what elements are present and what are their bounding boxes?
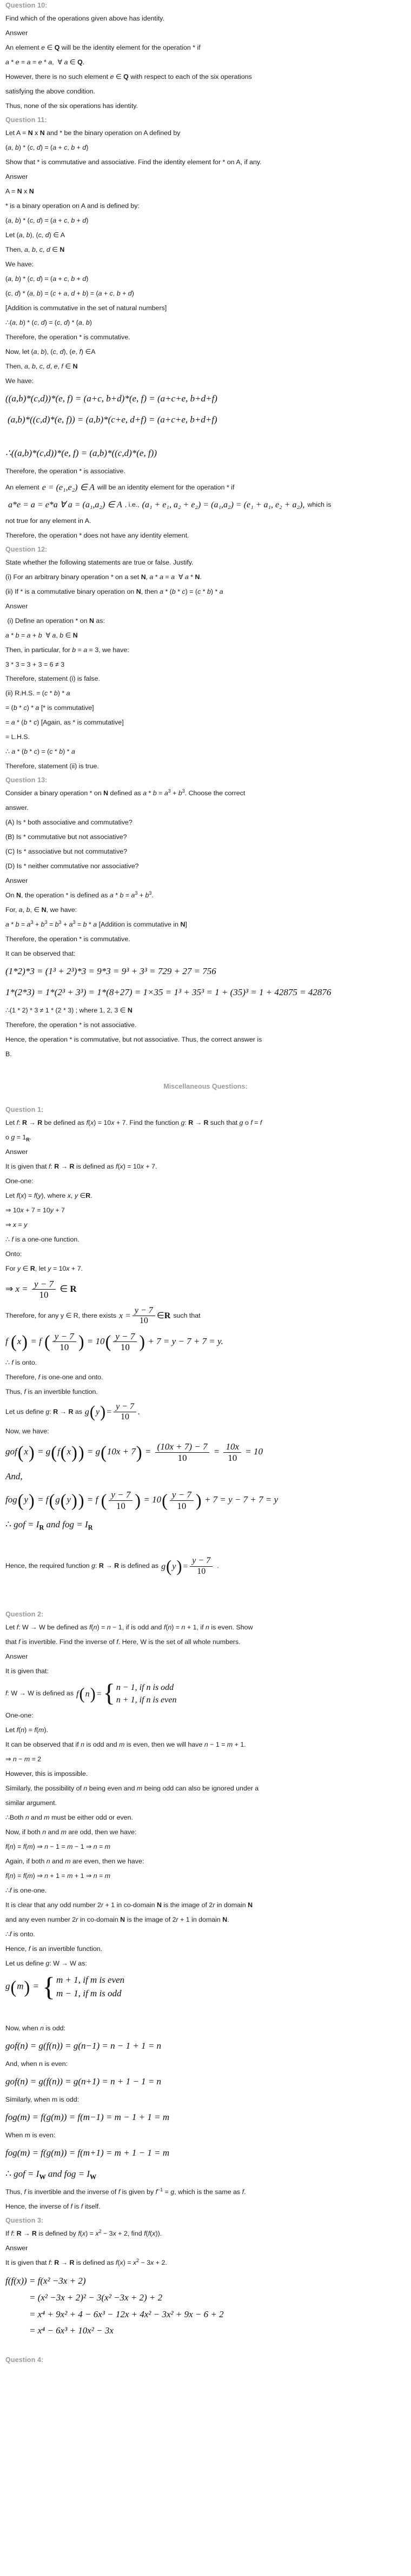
question-heading: Question 13: [5,776,48,784]
body-line: f(n) = f(m) ⇒ n + 1 = m + 1 ⇒ n = m [5,1872,111,1880]
body-line: Therefore, statement (ii) is true. [5,762,99,770]
define-g-statement [5,1402,406,1423]
option-a: (A) Is * both associative and commutative? [5,819,132,827]
body-line: a * e = a = e * a, ∀ a ∈ Q. [5,58,85,66]
question-heading: Question 10: [5,2,48,9]
fog-even-equation: fog(m) = f(g(m)) = f(m+1) = m + 1 − 1 = m [5,2148,170,2158]
body-line: However, this is impossible. [5,1770,88,1778]
identity-element-math: e = (e₁,e₂) ∈ A [42,483,95,493]
option-d: (D) Is * neither commutative nor associative? [5,862,139,870]
body-line: Let f(x) = f(y), where x, y ∈R. [5,1191,92,1199]
body-line: Then, a, b, c, d ∈ N [5,245,65,253]
exists-statement [5,1306,406,1326]
body-line: ∴(1 * 2) * 3 ≠ 1 * (2 * 3) ; where 1, 2, 3 ∈ N [5,1006,132,1014]
body-line: Now, when n is odd: [5,2024,65,2032]
body-line: ⇒ 10x + 7 = 10y + 7 [5,1206,65,1214]
section-question-12 [5,546,406,772]
body-line: ∴f is one-one. [5,1887,47,1895]
body-line: It can be observed that if n is odd and m is even, then we will have n − 1 = m + 1. [5,1741,246,1749]
body-line: (a, b) * (c, d) = (a + c, b + d) [5,216,89,224]
body-line: (a, b) * (c, d) = (a + c, b + d) [5,143,89,151]
assoc-equation-1: ((a,b)*(c,d))*(e, f) = (a+c, b+d)*(e, f) = (a+c+e, b+d+f) [5,393,217,404]
f-case-odd: n − 1, if n is odd [116,1683,174,1693]
body-line: Therefore, the operation * is associative. [5,467,125,475]
body-line: Hence, the operation * is commutative, but not associative. Thus, the correct answer is [5,1035,262,1043]
body-line: Therefore, f is one-one and onto. [5,1373,103,1381]
identity-condition-1: a*e = a = e*a ∀ a = (a₁,a₂) ∈ A [8,500,122,510]
assoc-equation-2: (a,b)*((c,d)*(e, f)) = (a,b)*(c+e, d+f) = (a+c+e, b+d+f) [8,414,217,425]
section-question-11 [5,116,406,541]
gof-fog-identity: ∴ gof = $I_R$ and fog = $I_R$ [5,1519,93,1531]
calculation-2: 1*(2*3) = 1*(2³ + 3³) = 1*(8+27) = 1×35 = 1³ + 35³ = 1 + (35)³ = 1 + 42875 = 42876 [5,987,332,998]
ffx-step-3: = x⁴ + 9x² + 4 − 6x³ − 12x + 4x² − 3x² + 9x − 6 + 2 [29,2309,224,2319]
body-line: Hence, f is an invertible function. [5,1945,103,1953]
body-line: ⇒ x = y [5,1220,28,1229]
body-line: A = N x N [5,187,34,195]
body-line: = L.H.S. [5,733,30,741]
section-misc-question-3 [5,2217,406,2339]
define-g-math: g ( y ) = $\frac{y - 7}{10}$ . [84,1401,140,1422]
body-line: If f: R → R is defined by $f(x) = x^2 - 3x + 2$, find f(f(x)). [5,2228,162,2237]
option-c: (C) Is * associative but not commutative? [5,848,128,856]
section-misc-question-2 [5,1611,406,2212]
question-heading: Question 4: [5,2356,44,2364]
identity-condition-row [5,499,406,511]
exists-lead: Therefore, for any y ∈ R, there exists [5,1311,116,1319]
body-line: It is clear that any odd number 2r + 1 in co-domain N is the image of 2r in domain N [5,1901,253,1909]
hence-g-math: g ( y ) = $\frac{y - 7}{10}$ [161,1556,214,1577]
miscellaneous-heading: Miscellaneous Questions: [163,1082,248,1090]
body-line: On N, the operation * is defined as $a * b = a^3 + b^3$. [5,890,154,900]
question-heading: Question 1: [5,1105,44,1113]
body-line: Therefore, statement (i) is false. [5,675,100,683]
body-line: (i) Define an operation * on N as: [5,616,105,625]
body-line: B. [5,1050,12,1058]
g-case-odd: m − 1, if m is odd [56,1988,122,1998]
body-line: For, a, b, ∈ N, we have: [5,906,77,914]
body-line: (a, b) * (c, d) = (a + c, b + d) [5,274,89,283]
answer-label: Answer [5,1148,28,1156]
body-line: ∴ a * (b * c) = (c * b) * a [5,748,75,756]
body-line: a * b = a + b ∀ a, b ∈ N [5,631,78,639]
ffx-step-2: = (x² −3x + 2)² − 3(x² −3x + 2) + 2 [29,2292,163,2303]
hence-g-lead: Hence, the required function g: R → R is defined as [5,1562,159,1570]
body-line: And, when n is even: [5,2060,68,2068]
body-line: and any even number 2r in co-domain N is the image of 2r + 1 in domain N. [5,1916,229,1924]
body-line: Let f: W → W be defined as f(n) = n − 1, if is odd and f(n) = n + 1, if n is even. Show [5,1624,253,1632]
body-line: ∴f is onto. [5,1930,35,1938]
ffx-step-1: f(f(x)) = f(x² −3x + 2) [5,2275,86,2286]
body-line: When m is even: [5,2131,56,2139]
body-line: that f is invertible. Find the inverse of f. Here, W is the set of all whole numbers. [5,1638,241,1646]
and-label: And, [5,1471,23,1481]
body-line: similar argument. [5,1799,57,1807]
body-line: $a * b = a^3 + b^3 = b^3 + a^3 = b * a$ [Addition is commutative in N] [5,920,187,929]
body-line: Let f(n) = f(m). [5,1726,48,1734]
define-g-lead: Let us define g: R → R as [5,1407,82,1416]
question-heading: Question 12: [5,545,48,553]
answer-label: Answer [5,172,28,180]
body-line: Now, if both n and m are odd, then we have: [5,1828,137,1836]
gof-odd-equation: gof(n) = g(f(n)) = g(n−1) = n − 1 + 1 = n [5,2041,162,2051]
body-line: Thus, f is an invertible function. [5,1387,98,1396]
answer-label: Answer [5,602,28,610]
identity-tail: will be an identity element for the operation * if [97,483,235,491]
f-case-even: n + 1, if n is even [116,1695,177,1705]
gof-equation: gof(x) = g(f(x)) = g(10x + 7) = $\frac{(10x + 7) - 7}{10}$ = $\frac{10x}{10}$ = 10 [5,1441,263,1463]
body-line: = (b * c) * a [* is commutative] [5,704,94,712]
g-piecewise-definition: g(m) = { m + 1, if m is even m − 1, if m is odd [5,1971,125,2002]
body-line: It is given that f: R → R is defined as f(x) = 10x + 7. [5,1162,157,1170]
fog-odd-equation: fog(m) = f(g(m)) = f(m−1) = m − 1 + 1 = m [5,2112,170,2123]
f-piecewise-math: f ( n ) = { n − 1, if n is odd n + 1, if n is even [76,1680,177,1708]
body-line: ∴ f is a one-one function. [5,1235,79,1243]
body-line: Now, let (a, b), (c, d), (e, f) ∈A [5,347,96,355]
exists-tail: such that [173,1311,201,1319]
question-heading: Question 3: [5,2216,44,2224]
body-line: Now, we have: [5,1427,49,1435]
identity-element-statement [5,481,406,494]
section-question-13 [5,776,406,1059]
body-line: For y ∈ R, let y = 10x + 7. [5,1264,83,1272]
body-line: ⇒ n − m = 2 [5,1755,42,1763]
body-line: not true for any element in A. [5,516,91,525]
hence-g-definition [5,1556,406,1577]
hence-g-tail: . [217,1562,219,1570]
body-line: Find which of the operations given above has identity. [5,15,164,22]
body-line: Onto: [5,1250,22,1258]
body-line: One-one: [5,1712,34,1720]
body-line: Therefore, the operation * is commutative. [5,935,130,943]
body-line: ∴ f is onto. [5,1358,37,1366]
body-line: We have: [5,260,34,268]
answer-label: Answer [5,2244,28,2252]
body-line: (ii) R.H.S. = (c * b) * a [5,689,70,697]
body-line: One-one: [5,1177,34,1185]
identity-lead: An element [5,483,39,491]
fog-equation: fog(y) = f(g(y)) = f ( $\frac{y - 7}{10}$ ) = 10( $\frac{y - 7}{10}$ ) + 7 = y − 7 + 7 = y [5,1490,279,1511]
identity-ie: , i.e., [124,501,140,509]
onto-x-equation: ⇒ x = $\frac{y - 7}{10}$ ∈ R [5,1278,77,1300]
body-line: f(n) = f(m) ⇒ n − 1 = m − 1 ⇒ n = m [5,1843,111,1851]
body-line: (c, d) * (a, b) = (c + a, d + b) = (a + c, b + d) [5,289,134,297]
body-line: 3 * 3 = 3 + 3 = 6 ≠ 3 [5,660,65,668]
ffx-calculation [5,2273,406,2339]
fx-verification-equation: f (x) = f ( $\frac{y - 7}{10}$ ) = 10( $\frac{y - 7}{10}$ ) + 7 = y − 7 + 7 = y. [5,1331,223,1353]
body-line: * is a binary operation on A and is defined by: [5,202,140,210]
body-line: Thus, none of the six operations has identity. [5,102,138,110]
body-line: Again, if both n and m are even, then we have: [5,1857,144,1866]
exists-x-math: x = $\frac{y - 7}{10}$ ∈ R [119,1305,171,1326]
f-piecewise-definition [5,1681,406,1706]
body-line: We have: [5,377,34,385]
body-line: Show that * is commutative and associative. Find the identity element for * on A, if any. [5,158,262,166]
body-line: Then, a, b, c, d, e, f ∈ N [5,362,78,370]
g-case-even: m + 1, if m is even [56,1975,125,1985]
body-line: Therefore, the operation * is not associative. [5,1021,137,1029]
body-line: An element e ∈ Q will be the identity element for the operation * if [5,43,201,51]
assoc-equation-3: ∴((a,b)*(c,d))*(e, f) = (a,b)*((c,d)*(e, f)) [5,448,157,459]
body-line: Let (a, b), (c, d) ∈ A [5,231,65,239]
option-b: (B) Is * commutative but not associative? [5,833,127,841]
f-def-lead: f: W → W is defined as [5,1689,74,1698]
question-heading: Question 11: [5,116,47,124]
gof-even-equation: gof(n) = g(f(n)) = g(n+1) = n + 1 − 1 = n [5,2076,162,2087]
body-line: ∴Both n and m must be either odd or even. [5,1814,133,1822]
body-line: (i) For an arbitrary binary operation * on a set N, a * a = a ∀ a * N. [5,573,202,581]
body-line: Hence, the inverse of f is f itself. [5,2202,101,2210]
identity-condition-2: (a₁ + e₁, a₂ + e₂) = (a₁,a₂) = (e₁ + a₁, e₂ + a₂), [142,500,305,510]
body-line: Similarly, when m is odd: [5,2096,79,2104]
answer-label: Answer [5,877,28,885]
body-line: Let A = N x N and * be the binary operation on A defined by [5,129,181,137]
answer-label: Answer [5,29,28,37]
section-misc-question-4 [5,2356,406,2364]
body-line: ∴(a, b) * (c, d) = (c, d) * (a, b) [5,318,92,326]
body-line: Therefore, the operation * does not have any identity element. [5,531,189,539]
gof-fog-identity-w: ∴ gof = $I_W$ and fog = $I_W$ [5,2168,97,2181]
identity-which: which is [307,501,332,509]
body-line: However, there is no such element e ∈ Q with respect to each of the six operations [5,72,252,81]
ffx-step-4: = x⁴ − 6x³ + 10x² − 3x [29,2325,114,2336]
body-line: Therefore, the operation * is commutative. [5,333,130,341]
body-line: It is given that: [5,1667,49,1675]
body-line: o $g = 1_R$. [5,1133,32,1143]
body-line: Thus, f is invertible and the inverse of f is given by $f^{-1} = g$, which is the same as f. [5,2186,246,2196]
answer-label: Answer [5,1653,28,1661]
body-line: It can be observed that: [5,950,76,958]
body-line: [Addition is commutative in the set of natural numbers] [5,304,167,312]
question-heading: Question 2: [5,1611,44,1619]
body-line: Let us define g: W → W as: [5,1960,87,1968]
body-line: Similarly, the possibility of n being even and m being odd can also be ignored under a [5,1785,259,1793]
body-line: Then, in particular, for b = a = 3, we have: [5,646,129,654]
calculation-1: (1*2)*3 = (1³ + 2³)*3 = 9*3 = 9³ + 3³ = 729 + 27 = 756 [5,966,216,977]
section-question-10 [5,2,406,111]
body-line: satisfying the above condition. [5,87,96,95]
body-line: Let f: R → R be defined as f(x) = 10x + 7. Find the function g: R → R such that g o f = f [5,1118,262,1126]
body-line: = a * (b * c) [Again, as * is commutative] [5,719,124,727]
body-line: Consider a binary operation * on N defined as $a * b = a^3 + b^3$. Choose the correct [5,788,246,797]
body-line: It is given that f: R → R is defined as $f(x) = x^2 - 3x + 2$. [5,2257,167,2266]
body-line: answer. [5,804,29,812]
body-line: (ii) If * is a commutative binary operation on N, then a * (b * c) = (c * b) * a [5,587,223,595]
body-line: State whether the following statements are true or false. Justify. [5,558,194,566]
section-misc-question-1 [5,1106,406,1577]
